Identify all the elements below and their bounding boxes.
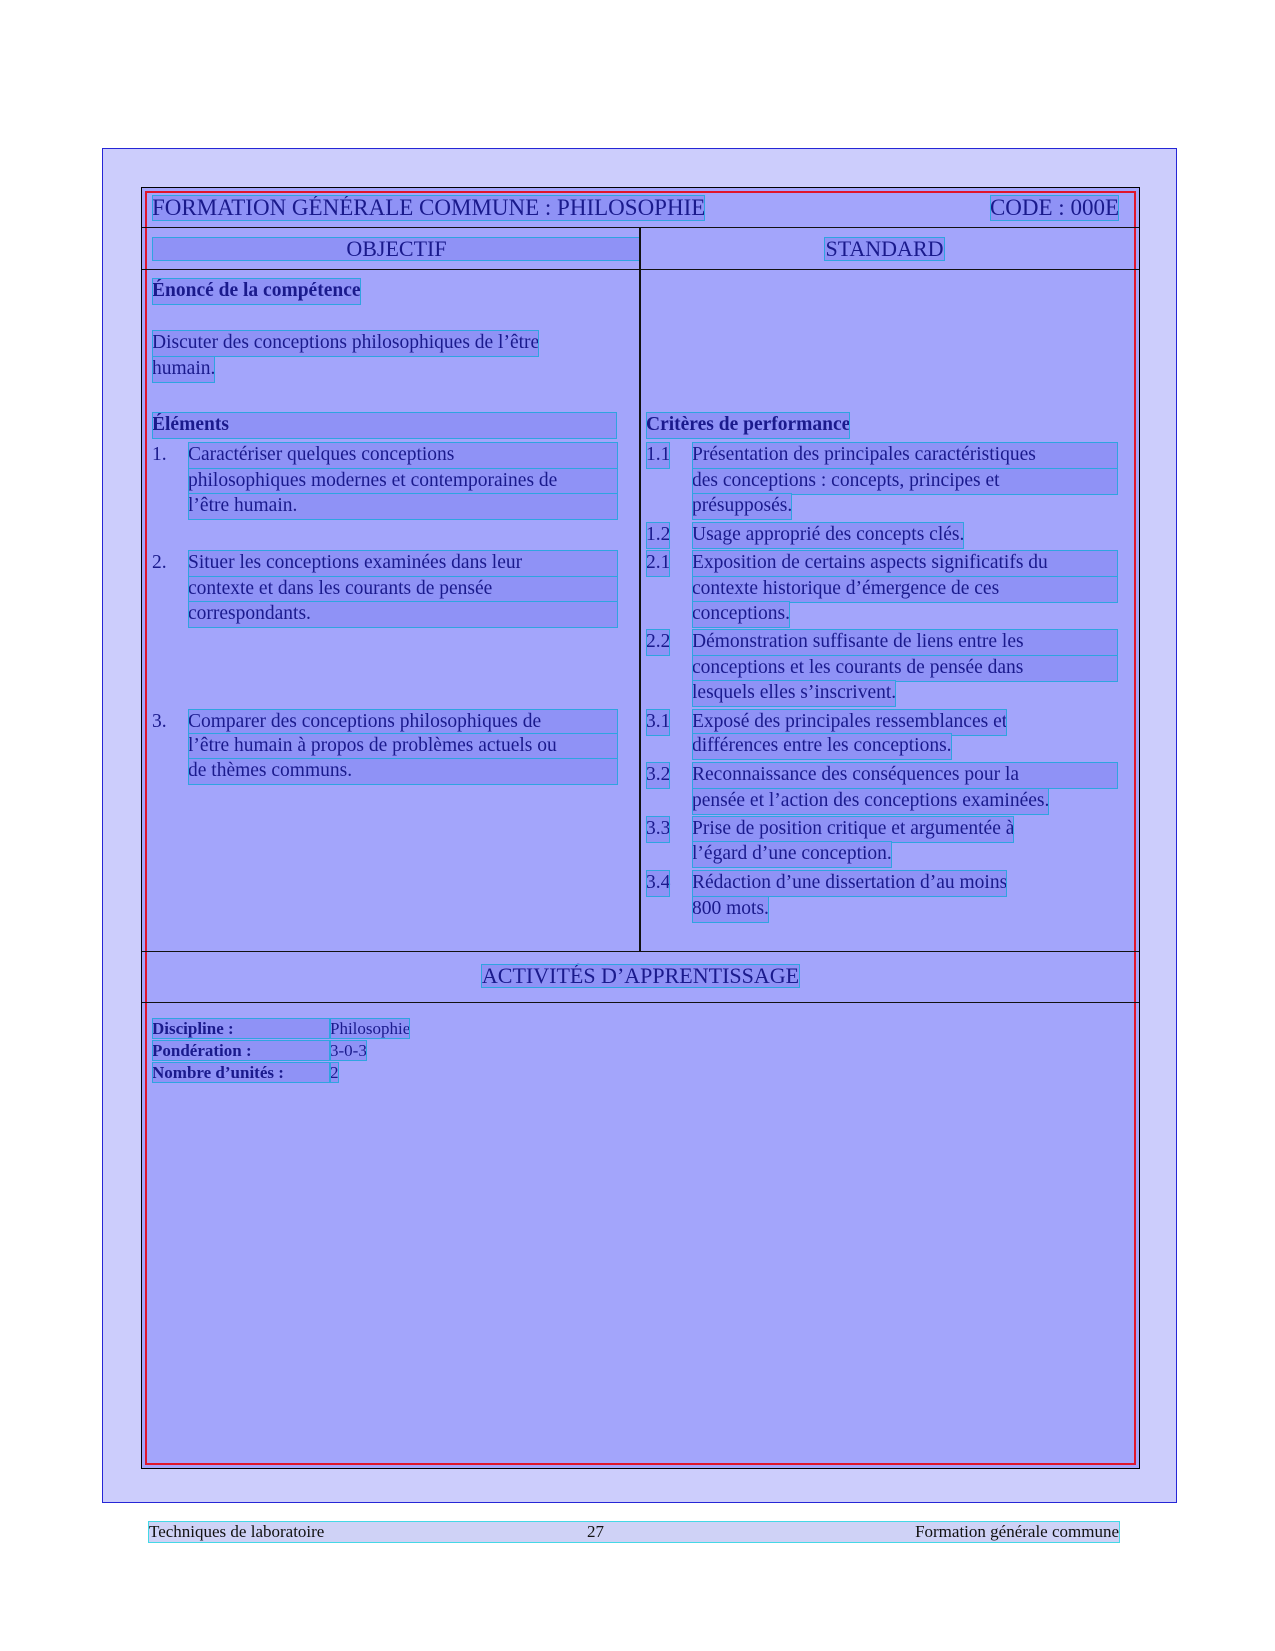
criterion-number: 1.2 bbox=[646, 522, 670, 549]
activities-title-wrap bbox=[142, 964, 1139, 988]
element-text-line: correspondants. bbox=[188, 601, 618, 628]
criterion-text-line: 800 mots. bbox=[692, 896, 769, 923]
element-number: 1. bbox=[152, 444, 167, 465]
criterion-text-line: différences entre les conceptions. bbox=[692, 733, 952, 760]
competence-text-line-2: humain. bbox=[152, 356, 215, 383]
criterion-number: 3.4 bbox=[646, 870, 670, 897]
criterion-text-line: présupposés. bbox=[692, 493, 792, 520]
course-code: CODE : 000E bbox=[989, 195, 1119, 220]
criterion-text-line: lesquels elles s’inscrivent. bbox=[692, 680, 896, 707]
element-text-line: Comparer des conceptions philosophiques de bbox=[188, 709, 618, 736]
criterion-number: 1.1 bbox=[646, 442, 670, 469]
criterion-number: 3.3 bbox=[646, 816, 670, 843]
objectif-label: OBJECTIF bbox=[152, 237, 641, 261]
page-footer bbox=[149, 1522, 1119, 1542]
criterion-text-line: des conceptions : concepts, principes et bbox=[692, 468, 1118, 495]
standard-label: STANDARD bbox=[825, 236, 944, 261]
elements-heading: Éléments bbox=[152, 412, 617, 439]
element-text-line: l’être humain. bbox=[188, 493, 618, 520]
criterion-text-line: Rédaction d’une dissertation d’au moins bbox=[692, 870, 1007, 897]
ponderation-value: 3-0-3 bbox=[330, 1041, 367, 1060]
column-divider bbox=[639, 228, 641, 951]
unites-value: 2 bbox=[330, 1063, 339, 1082]
element-text-line: Caractériser quelques conceptions bbox=[188, 442, 618, 469]
competence-label: Énoncé de la compétence bbox=[152, 278, 361, 305]
criterion-number: 2.1 bbox=[646, 550, 670, 577]
criterion-text-line: conceptions. bbox=[692, 601, 790, 628]
footer-program: Techniques de laboratoire bbox=[149, 1522, 325, 1541]
criteria-heading: Critères de performance bbox=[646, 412, 850, 439]
element-text-line: philosophiques modernes et contemporaines de bbox=[188, 468, 618, 495]
unites-label: Nombre d’unités : bbox=[152, 1062, 330, 1083]
criterion-text-line: contexte historique d’émergence de ces bbox=[692, 576, 1118, 603]
discipline-value: Philosophie bbox=[330, 1019, 411, 1038]
criterion-text-line: Exposition de certains aspects significatifs du bbox=[692, 550, 1118, 577]
element-text-line: Situer les conceptions examinées dans leur bbox=[188, 550, 618, 577]
footer-section: Formation générale commune bbox=[915, 1522, 1119, 1541]
criterion-text-line: conceptions et les courants de pensée dans bbox=[692, 655, 1118, 682]
criterion-text-line: Démonstration suffisante de liens entre les bbox=[692, 629, 1118, 656]
activities-header-row bbox=[142, 951, 1139, 1003]
discipline-label: Discipline : bbox=[152, 1018, 330, 1039]
competence-table bbox=[141, 187, 1140, 1469]
criterion-text-line: Usage approprié des concepts clés. bbox=[692, 522, 964, 549]
element-number: 3. bbox=[152, 711, 167, 732]
criterion-text-line: l’égard d’une conception. bbox=[692, 841, 892, 868]
criterion-number: 3.2 bbox=[646, 762, 670, 789]
criterion-text-line: Prise de position critique et argumentée à bbox=[692, 816, 1014, 843]
criterion-text-line: Reconnaissance des conséquences pour la bbox=[692, 762, 1118, 789]
title-row bbox=[142, 188, 1139, 228]
competence-text-line-1: Discuter des conceptions philosophiques de l’être bbox=[152, 330, 539, 357]
element-text-line: l’être humain à propos de problèmes actuels ou bbox=[188, 733, 618, 760]
column-header-row bbox=[142, 228, 1139, 270]
criterion-text-line: pensée et l’action des conceptions examinées. bbox=[692, 788, 1049, 815]
element-number: 2. bbox=[152, 552, 167, 573]
activities-title: ACTIVITÉS D’APPRENTISSAGE bbox=[481, 963, 800, 988]
objectif-header bbox=[152, 237, 639, 261]
page-number: 27 bbox=[587, 1522, 604, 1541]
criterion-text-line: Présentation des principales caractéristiques bbox=[692, 442, 1118, 469]
criterion-number: 2.2 bbox=[646, 629, 670, 656]
element-text-line: de thèmes communs. bbox=[188, 758, 618, 785]
criterion-text-line: Exposé des principales ressemblances et bbox=[692, 709, 1007, 736]
element-text-line: contexte et dans les courants de pensée bbox=[188, 576, 618, 603]
standard-header bbox=[640, 237, 1129, 261]
ponderation-label: Pondération : bbox=[152, 1040, 330, 1061]
course-title: FORMATION GÉNÉRALE COMMUNE : PHILOSOPHIE bbox=[152, 195, 706, 220]
criterion-number: 3.1 bbox=[646, 709, 670, 736]
